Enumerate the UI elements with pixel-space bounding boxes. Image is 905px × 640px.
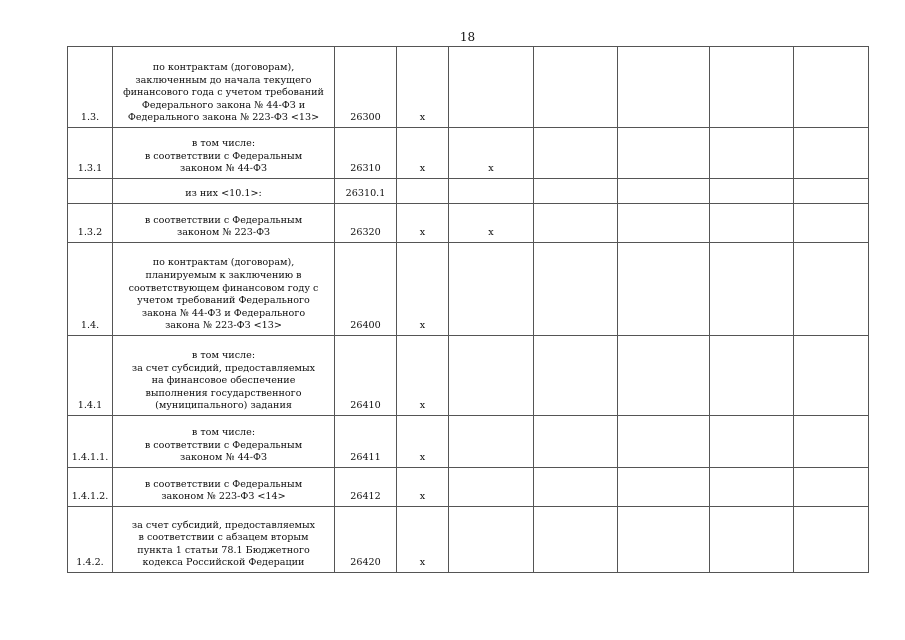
description-line: за счет субсидий, предоставляемых [131, 362, 316, 374]
table-row [68, 47, 869, 128]
row-number: 1.4.1.1. [68, 416, 113, 468]
empty-value-cell [710, 507, 794, 573]
empty-value-cell [618, 243, 710, 336]
description-line: закона № 223-ФЗ <13> [165, 320, 282, 332]
empty-value-cell [618, 416, 710, 468]
empty-value-cell [794, 243, 869, 336]
description-line: (муниципального) задания [155, 400, 292, 412]
empty-value-cell [534, 179, 618, 204]
column-5-cell [449, 468, 534, 507]
empty-value-cell [534, 468, 618, 507]
empty-value-cell [710, 416, 794, 468]
row-description [113, 179, 335, 204]
column-4-cell: x [397, 468, 449, 507]
row-description [113, 243, 335, 336]
row-description [113, 128, 335, 179]
table-row [68, 468, 869, 507]
description-line: законом № 44-ФЗ [180, 163, 267, 175]
description-line: финансового года с учетом требований [123, 87, 324, 99]
column-4-cell: x [397, 47, 449, 128]
row-code: 26300 [335, 47, 397, 128]
description-line: Федерального закона № 223-ФЗ <13> [127, 112, 320, 124]
empty-value-cell [794, 336, 869, 416]
row-code: 26400 [335, 243, 397, 336]
description-line: из них <10.1>: [185, 188, 262, 200]
row-number: 1.4.1 [68, 336, 113, 416]
column-4-cell: x [397, 128, 449, 179]
description-line: Федерального закона № 44-ФЗ и [141, 99, 306, 111]
empty-value-cell [794, 179, 869, 204]
column-4-cell: x [397, 243, 449, 336]
empty-value-cell [710, 47, 794, 128]
table-row [68, 179, 869, 204]
description-line: кодекса Российской Федерации [142, 557, 305, 569]
empty-value-cell [794, 47, 869, 128]
table-row [68, 336, 869, 416]
empty-value-cell [618, 204, 710, 243]
description-line: закона № 44-ФЗ и Федерального [141, 307, 306, 319]
empty-value-cell [618, 128, 710, 179]
empty-value-cell [794, 204, 869, 243]
table-row [68, 416, 869, 468]
row-number: 1.4.2. [68, 507, 113, 573]
row-code: 26310 [335, 128, 397, 179]
column-5-cell: x [449, 204, 534, 243]
description-line: на финансовое обеспечение [151, 375, 296, 387]
column-5-cell [449, 416, 534, 468]
description-line: учетом требований Федерального [137, 295, 310, 307]
empty-value-cell [710, 128, 794, 179]
row-code: 26420 [335, 507, 397, 573]
column-4-cell: x [397, 416, 449, 468]
description-line: по контрактам (договорам), [152, 257, 295, 269]
description-line: законом № 223-ФЗ <14> [161, 491, 286, 503]
table-row [68, 243, 869, 336]
table-row [68, 128, 869, 179]
empty-value-cell [710, 243, 794, 336]
row-number: 1.4.1.2. [68, 468, 113, 507]
description-line: соответствующем финансовом году с [128, 282, 319, 294]
description-line: заключенным до начала текущего [135, 74, 312, 86]
column-5-cell [449, 179, 534, 204]
column-5-cell [449, 336, 534, 416]
empty-value-cell [710, 468, 794, 507]
description-line: в том числе: [191, 138, 256, 150]
report-table [67, 46, 869, 573]
row-description [113, 507, 335, 573]
column-4-cell: x [397, 204, 449, 243]
row-description [113, 47, 335, 128]
table-row [68, 507, 869, 573]
description-line: в соответствии с Федеральным [144, 478, 303, 490]
page-number: 18 [459, 30, 476, 44]
row-number: 1.3. [68, 47, 113, 128]
empty-value-cell [534, 416, 618, 468]
column-5-cell [449, 47, 534, 128]
row-code: 26320 [335, 204, 397, 243]
description-line: законом № 44-ФЗ [180, 452, 267, 464]
empty-value-cell [710, 204, 794, 243]
empty-value-cell [618, 336, 710, 416]
empty-value-cell [534, 204, 618, 243]
row-code: 26310.1 [335, 179, 397, 204]
row-description [113, 416, 335, 468]
description-line: в соответствии с Федеральным [144, 150, 303, 162]
empty-value-cell [534, 507, 618, 573]
description-line: в том числе: [191, 427, 256, 439]
description-line: выполнения государственного [145, 387, 302, 399]
row-description [113, 336, 335, 416]
row-code: 26410 [335, 336, 397, 416]
empty-value-cell [618, 468, 710, 507]
row-number: 1.3.1 [68, 128, 113, 179]
empty-value-cell [794, 468, 869, 507]
description-line: планируемым к заключению в [145, 270, 302, 282]
empty-value-cell [710, 179, 794, 204]
empty-value-cell [794, 507, 869, 573]
row-description [113, 468, 335, 507]
empty-value-cell [618, 179, 710, 204]
description-line: по контрактам (договорам), [152, 62, 295, 74]
description-line: в соответствии с Федеральным [144, 214, 303, 226]
empty-value-cell [794, 128, 869, 179]
column-4-cell: x [397, 507, 449, 573]
description-line: в соответствии с Федеральным [144, 439, 303, 451]
description-line: за счет субсидий, предоставляемых [131, 519, 316, 531]
column-4-cell [397, 179, 449, 204]
row-number: 1.3.2 [68, 204, 113, 243]
description-line: в том числе: [191, 350, 256, 362]
empty-value-cell [534, 243, 618, 336]
description-line: законом № 223-ФЗ [176, 227, 271, 239]
empty-value-cell [710, 336, 794, 416]
empty-value-cell [534, 336, 618, 416]
column-4-cell: x [397, 336, 449, 416]
row-description [113, 204, 335, 243]
empty-value-cell [618, 47, 710, 128]
row-number [68, 179, 113, 204]
column-5-cell [449, 507, 534, 573]
empty-value-cell [534, 128, 618, 179]
row-code: 26412 [335, 468, 397, 507]
column-5-cell: x [449, 128, 534, 179]
empty-value-cell [794, 416, 869, 468]
row-code: 26411 [335, 416, 397, 468]
description-line: в соответствии с абзацем вторым [138, 532, 309, 544]
table-body [68, 47, 869, 573]
row-number: 1.4. [68, 243, 113, 336]
description-line: пункта 1 статьи 78.1 Бюджетного [137, 544, 310, 556]
table-row [68, 204, 869, 243]
empty-value-cell [534, 47, 618, 128]
column-5-cell [449, 243, 534, 336]
empty-value-cell [618, 507, 710, 573]
